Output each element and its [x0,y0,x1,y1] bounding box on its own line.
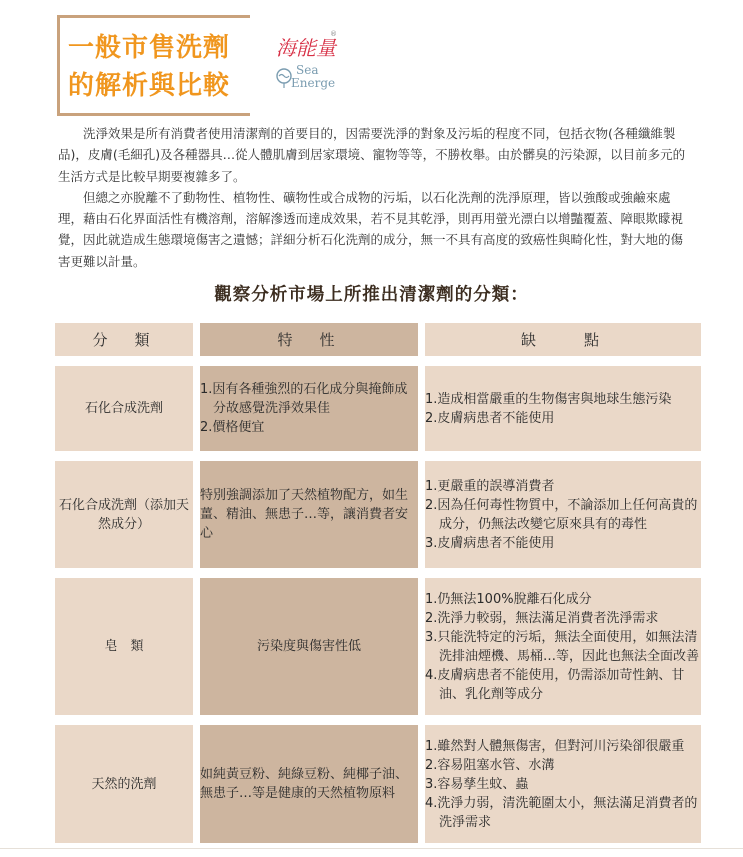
features-cell [200,366,418,451]
feature-item: 如純黃豆粉、純綠豆粉、純椰子油、無患子…等是健康的天然植物原料 [200,767,409,801]
feature-item: 污染度與傷害性低 [256,639,361,654]
header-category: 分 類 [55,323,193,356]
cons-item: 1.更嚴重的誤導消費者 [425,478,555,494]
cons-item: 2.皮膚病患者不能使用 [425,410,555,426]
cons-item: 1.雖然對人體無傷害，但對河川污染卻很嚴重 [425,738,685,754]
logo-script: 海能量 [276,36,336,60]
cons-cell [425,578,701,715]
cons-item: 2.洗淨力較弱，無法滿足消費者洗淨需求 [425,610,659,626]
cons-item: 3.皮膚病患者不能使用 [425,535,555,551]
comparison-table [48,313,708,853]
header-cons: 缺 點 [425,323,701,356]
cons-cell [425,366,701,451]
table-header-row [55,323,701,356]
cons-item: 1.造成相當嚴重的生物傷害與地球生態污染 [425,391,672,407]
table-row [55,366,701,451]
page-title-line-2: 的解析與比較 [68,71,231,101]
feature-item: 1.因有各種強烈的石化成分與掩飾成分故感覺洗淨效果佳 [200,382,408,416]
cons-item: 4.皮膚病患者不能使用，仍需添加苛性鈉、甘油、乳化劑等成分 [425,667,685,702]
intro-text [58,123,688,272]
intro-paragraph-1: 洗淨效果是所有消費者使用清潔劑的首要目的，因需要洗淨的對象及污垢的程度不同，包括衣物(各種纖維製品)，皮膚(毛細孔)及各種器具…從人體肌膚到居家環境、寵物等等，不勝枚舉。由於髒臭的污染源，以目前多元的生活方式是比較早期要複雜多了。 [58,126,686,184]
features-cell [200,461,418,568]
table-row [55,461,701,568]
feature-item: 2.價格便宜 [200,420,265,435]
bottom-divider [0,848,743,849]
table-row [55,578,701,715]
logo-word-energe: Energe [291,76,336,90]
category-cell: 天然的洗劑 [55,725,193,843]
cons-item: 3.只能洗特定的污垢，無法全面使用，如無法清洗排油煙機、馬桶…等，因此也無法全面改善 [425,629,700,664]
section-title: 觀察分析市場上所推出清潔劑的分類： [214,285,529,305]
logo-trademark: ® [330,30,337,38]
table-row [55,725,701,843]
cons-item: 3.容易孳生蚊、蟲 [425,776,529,792]
cons-cell [425,725,701,843]
cons-item: 1.仍無法100%脫離石化成分 [425,591,592,607]
features-cell [200,578,418,715]
title-frame [57,15,250,116]
cons-item: 4.洗淨力弱，清洗範圍太小，無法滿足消費者的洗淨需求 [425,795,698,830]
cons-cell [425,461,701,568]
category-cell: 皂 類 [55,578,193,715]
logo-word-sea: Sea [296,63,319,77]
header-features: 特 性 [200,323,418,356]
intro-paragraph-2: 但總之亦脫離不了動物性、植物性、礦物性或合成物的污垢，以石化洗劑的洗淨原理，皆以強酸或強鹼來處理，藉由石化界面活性有機溶劑，溶解滲透而達成效果，若不見其乾淨，則再用螢光漂白以增豔覆蓋、障眼欺矇視覺，因此就造成生態環境傷害之遺憾；詳細分析石化洗劑的成分，無一不具有高度的致癌性與畸化性，對大地的傷害更難以計量。 [58,189,684,269]
cons-item: 2.容易阻塞水管、水溝 [425,757,555,773]
feature-item: 特別強調添加了天然植物配方，如生薑、精油、無患子…等，讓消費者安心 [200,488,409,541]
category-cell: 石化合成洗劑 [55,366,193,451]
page-title-line-1: 一般市售洗劑 [68,33,231,63]
features-cell [200,725,418,843]
brand-logo [266,28,348,98]
cons-item: 2.因為任何毒性物質中，不論添加上任何高貴的成分，仍無法改變它原來具有的毒性 [425,497,698,532]
category-cell: 石化合成洗劑（添加天然成分） [55,461,193,568]
